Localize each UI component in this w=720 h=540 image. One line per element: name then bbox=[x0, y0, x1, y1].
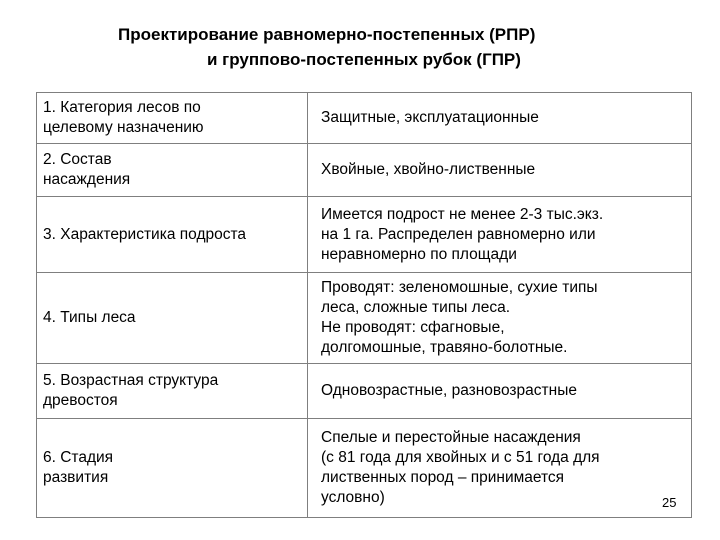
page-number: 25 bbox=[662, 495, 677, 510]
title-line-2: и группово-постепенных рубок (ГПР) bbox=[207, 50, 521, 69]
title-line-1: Проектирование равномерно-постепенных (РПР) bbox=[118, 25, 536, 44]
table-row bbox=[37, 364, 692, 419]
row-label: 3. Характеристика подроста bbox=[37, 197, 308, 273]
table-row bbox=[37, 93, 692, 144]
row-value: Одновозрастные, разновозрастные bbox=[308, 364, 692, 419]
parameters-table bbox=[36, 92, 692, 518]
table-row bbox=[37, 273, 692, 364]
table-row bbox=[37, 419, 692, 518]
row-value: Имеется подрост не менее 2-3 тыс.экз. на 1 га. Распределен равномерно или неравномерно по площади bbox=[308, 197, 692, 273]
row-label: 4. Типы леса bbox=[37, 273, 308, 364]
row-label: 6. Стадия развития bbox=[37, 419, 308, 518]
row-value: Хвойные, хвойно-лиственные bbox=[308, 144, 692, 197]
row-label: 2. Состав насаждения bbox=[37, 144, 308, 197]
table-row bbox=[37, 144, 692, 197]
row-value: Проводят: зеленомошные, сухие типы леса, сложные типы леса. Не проводят: сфагновые, долгомошные, травяно-болотные. bbox=[308, 273, 692, 364]
row-value: Защитные, эксплуатационные bbox=[308, 93, 692, 144]
row-label: 5. Возрастная структура древостоя bbox=[37, 364, 308, 419]
table-row bbox=[37, 197, 692, 273]
row-value: Спелые и перестойные насаждения (с 81 года для хвойных и с 51 года для лиственных пород – принимается условно) bbox=[308, 419, 692, 518]
row-label: 1. Категория лесов по целевому назначению bbox=[37, 93, 308, 144]
